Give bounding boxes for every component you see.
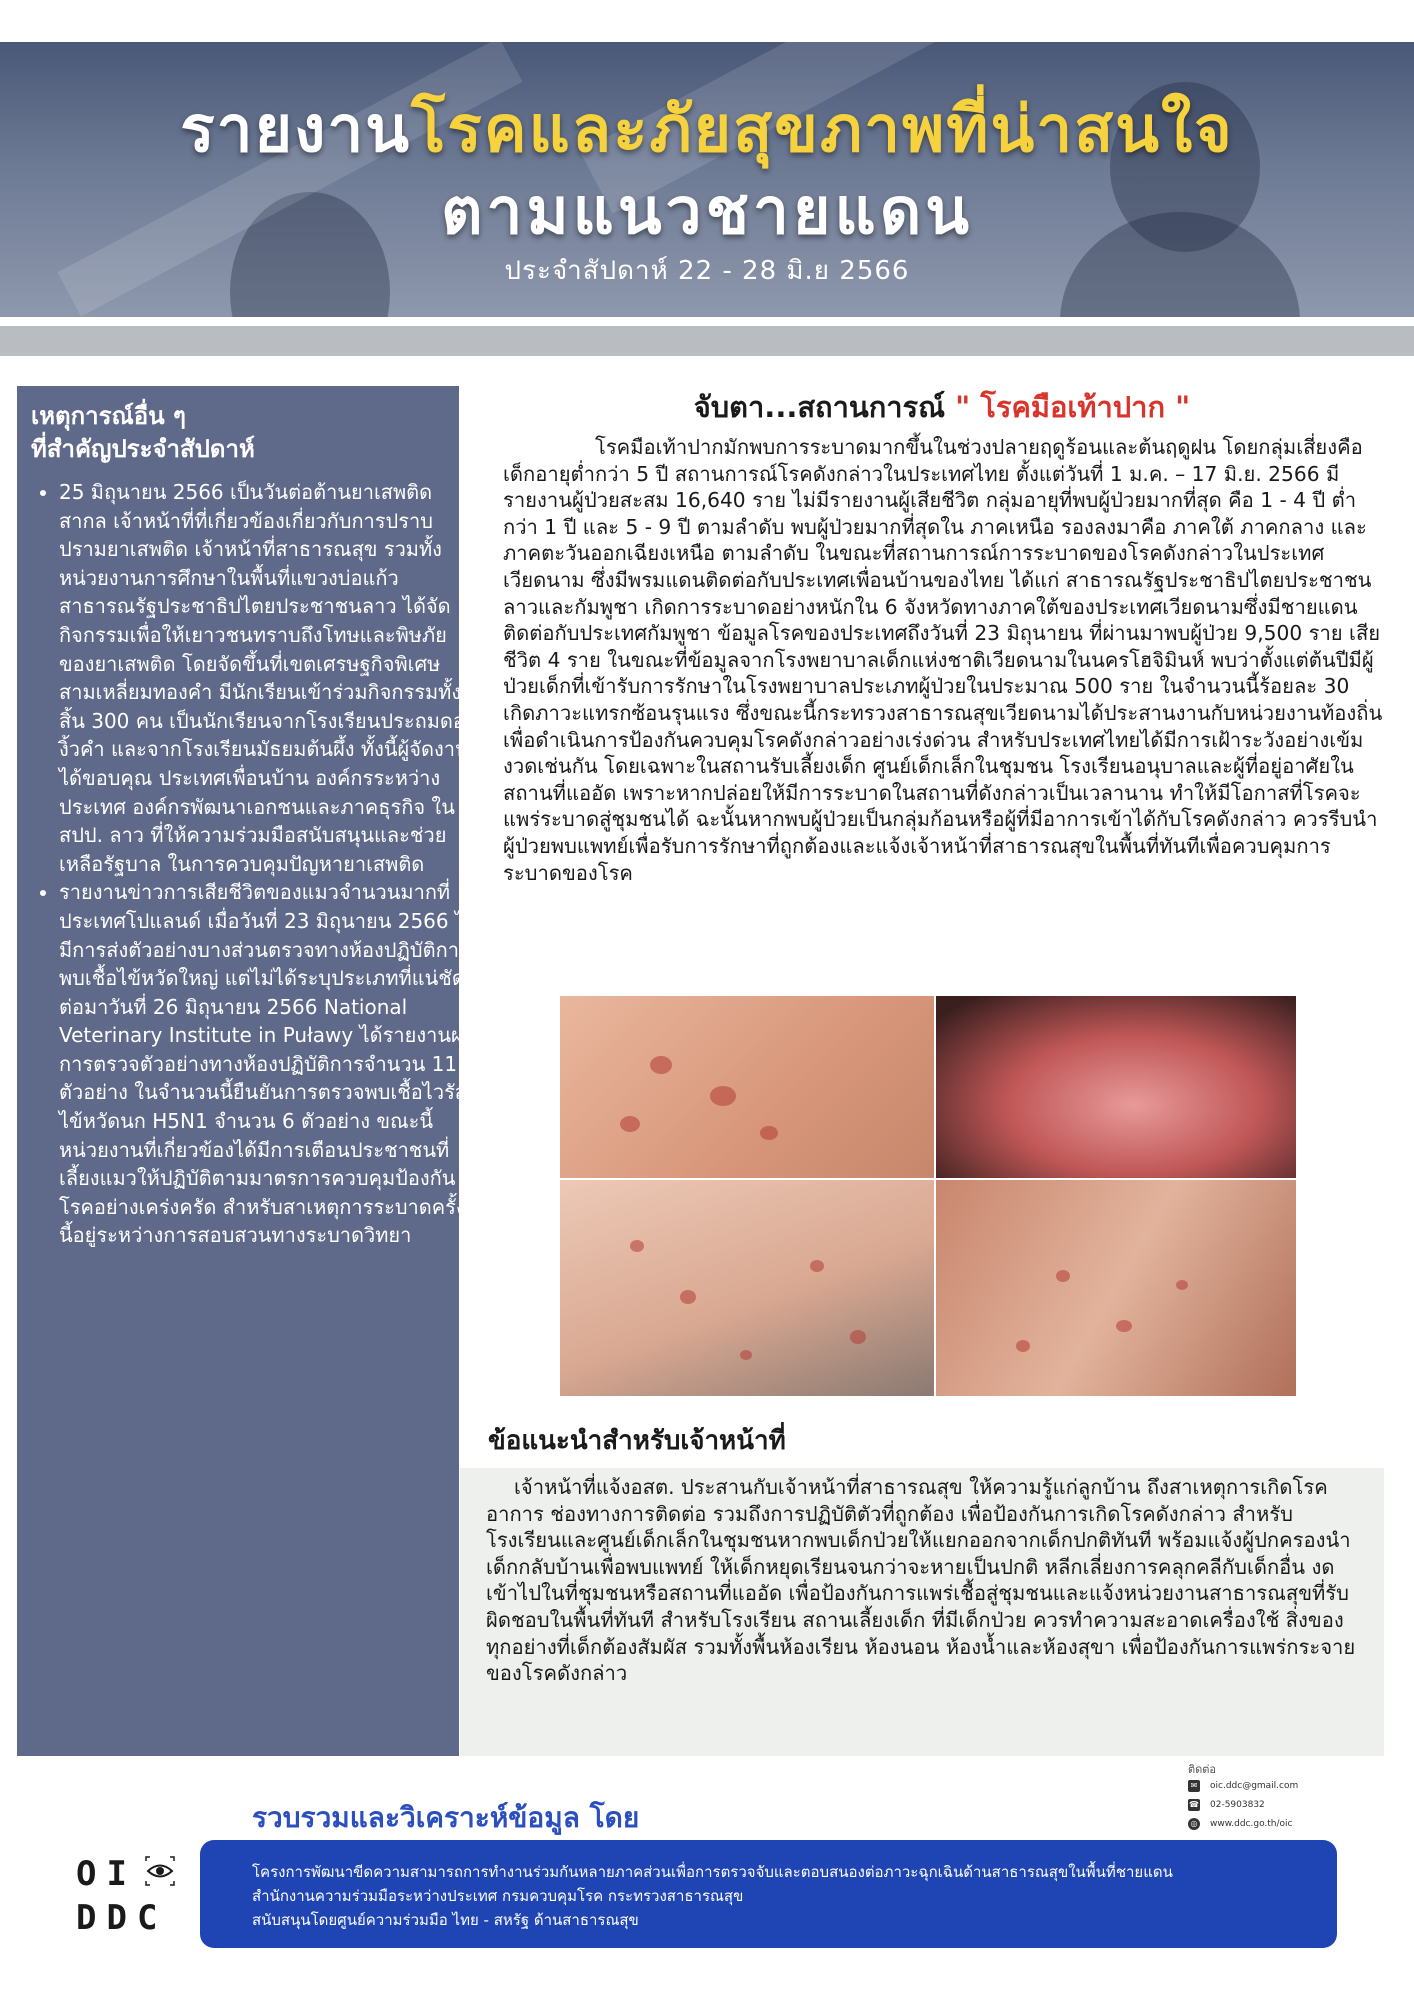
photo-hand-rash <box>936 1180 1296 1396</box>
photo-feet-rash <box>560 1180 934 1396</box>
section-title-prefix: จับตา...สถานการณ์ <box>693 390 946 424</box>
photo-mouth-rash <box>560 996 934 1178</box>
mail-icon: ✉ <box>1188 1780 1200 1792</box>
advice-text: เจ้าหน้าที่แจ้งอสต. ประสานกับเจ้าหน้าที่สาธารณสุข ให้ความรู้แก่ลูกบ้าน ถึงสาเหตุการเกิดโรค อาการ ช่องทางการติดต่อ รวมถึงการปฏิบัติตัวที่ถูกต้อง เพื่อป้องกันการเกิดโรคดังกล่าว สำหรับโรงเรียนและศูนย์เด็กเล็กในชุมชนหากพบเด็กป่วยให้แยกออกจากเด็กปกติทันที พร้อมแจ้งผู้ปกครองนำเด็กกลับบ้านเพื่อพบแพทย์ ให้เด็กหยุดเรียนจนกว่าจะหายเป็นปกติ หลีกเลี่ยงการคลุกคลีกับเด็กอื่น งดเข้าไปในที่ชุมชนหรือสถานที่แออัด เพื่อป้องกันการแพร่เชื้อสู่ชุมชนและแจ้งหน่วยงานสาธารณสุขที่รับผิดชอบในพื้นที่ทันที สำหรับโรงเรียน สถานเลี้ยงเด็ก ที่มีเด็กป่วย ควรทำความสะอาดเครื่องใช้ สิ่งของทุกอย่างที่เด็กต้องสัมผัส รวมทั้งพื้นห้องเรียน ห้องนอน ห้องน้ำและห้องสุขา เพื่อป้องกันการแพร่กระจายของโรคดังกล่าว <box>486 1475 1356 1686</box>
title-part-white: รายงาน <box>180 93 412 167</box>
contact-website <box>1188 1818 1293 1830</box>
org-line1: โครงการพัฒนาขีดความสามารถการทำงานร่วมกันหลายภาคส่วนเพื่อการตรวจจับและตอบสนองต่อภาวะฉุกเฉินด้านสาธารณสุขในพื้นที่ชายแดน <box>252 1863 1173 1881</box>
heading-line1: เหตุการณ์อื่น ๆ <box>31 402 186 430</box>
heading-line2: ที่สำคัญประจำสัปดาห์ <box>31 435 255 463</box>
eye-icon <box>145 1856 175 1886</box>
globe-icon: ◎ <box>1188 1818 1200 1830</box>
contact-email <box>1188 1780 1298 1792</box>
hfmd-photo-collage <box>560 996 1296 1396</box>
list-item: • 25 มิถุนายน 2566 เป็นวันต่อต้านยาเสพติดสากล เจ้าหน้าที่ที่เกี่ยวข้องเกี่ยวกับการปราบปรามยาเสพติด เจ้าหน้าที่สาธารณสุข รวมทั้งหน่วยงานการศึกษาในพื้นที่แขวงบ่อแก้ว สาธารณรัฐประชาธิปไตยประชาชนลาว ได้จัดกิจกรรมเพื่อให้เยาวชนทราบถึงโทษและพิษภัยของยาเสพติด โดยจัดขึ้นที่เขตเศรษฐกิจพิเศษสามเหลี่ยมทองคำ มีนักเรียนเข้าร่วมกิจกรรมทั้งสิ้น 300 คน เป็นนักเรียนจากโรงเรียนประถมดอกงิ้วคำ และจากโรงเรียนมัธยมต้นผึ้ง ทั้งนี้ผู้จัดงานได้ขอบคุณ ประเทศเพื่อนบ้าน องค์กรระหว่างประเทศ องค์กรพัฒนาเอกชนและภาคธุรกิจ ใน สปป. ลาว ที่ให้ความร่วมมือสนับสนุนและช่วยเหลือรัฐบาล ในการควบคุมปัญหายาเสพติด <box>59 478 479 878</box>
photo-tongue-lesions <box>936 996 1296 1178</box>
contact-phone <box>1188 1799 1265 1811</box>
title-part-yellow: โรคและภัยสุขภาพที่น่าสนใจ <box>411 93 1234 167</box>
contact-email-text: oic.ddc@gmail.com <box>1210 1781 1299 1791</box>
section-title <box>470 384 1414 430</box>
org-line2: สำนักงานความร่วมมือระหว่างประเทศ กรมควบคุมโรค กระทรวงสาธารณสุข <box>252 1887 744 1905</box>
phone-icon: ☎ <box>1189 1800 1199 1809</box>
header-divider-bar <box>0 326 1414 356</box>
other-events-panel <box>17 386 479 1756</box>
report-title-line2: ตามแนวชายแดน <box>440 175 974 249</box>
report-week: ประจำสัปดาห์ 22 - 28 มิ.ย 2566 <box>504 256 910 286</box>
other-events-list <box>29 478 479 1250</box>
logo-line2: DDC <box>76 1898 168 1938</box>
contact-website-text: www.ddc.go.th/oic <box>1210 1819 1293 1829</box>
list-item: • รายงานข่าวการเสียชีวิตของแมวจำนวนมากที่ประเทศโปแลนด์ เมื่อวันที่ 23 มิถุนายน 2566 ได้มีการส่งตัวอย่างบางส่วนตรวจทางห้องปฏิบัติการ พบเชื้อไข้หวัดใหญ่ แต่ไม่ได้ระบุประเภทที่แน่ชัด ต่อมาวันที่ 26 มิถุนายน 2566 National Veterinary Institute in Puławy ได้รายงานผลการตรวจตัวอย่างทางห้องปฏิบัติการจำนวน 11 ตัวอย่าง ในจำนวนนี้ยืนยันการตรวจพบเชื้อไวรัสไข้หวัดนก H5N1 จำนวน 6 ตัวอย่าง ขณะนี้หน่วยงานที่เกี่ยวข้องได้มีการเตือนประชาชนที่เลี้ยงแมวให้ปฏิบัติตามมาตรการควบคุมป้องกันโรคอย่างเคร่งครัด สำหรับสาเหตุการระบาดครั้งนี้อยู่ระหว่างการสอบสวนทางระบาดวิทยา <box>59 878 479 1250</box>
hfmd-article: โรคมือเท้าปากมักพบการระบาดมากขึ้นในช่วงปลายฤดูร้อนและต้นฤดูฝน โดยกลุ่มเสี่ยงคือเด็กอายุต่ำกว่า 5 ปี สถานการณ์โรคดังกล่าวในประเทศไทย ตั้งแต่วันที่ 1 ม.ค. – 17 มิ.ย. 2566 มีรายงานผู้ป่วยสะสม 16,640 ราย ไม่มีรายงานผู้เสียชีวิต กลุ่มอายุที่พบผู้ป่วยมากที่สุด คือ 1 - 4 ปี ต่ำกว่า 1 ปี และ 5 - 9 ปี ตามลำดับ พบผู้ป่วยมากที่สุดใน ภาคเหนือ รองลงมาคือ ภาคใต้ ภาคกลาง และภาคตะวันออกเฉียงเหนือ ตามลำดับ ในขณะที่สถานการณ์การระบาดของโรคดังกล่าวในประเทศเวียดนาม ซึ่งมีพรมแดนติดต่อกับประเทศเพื่อนบ้านของไทย ได้แก่ สาธารณรัฐประชาธิปไตยประชาชนลาวและกัมพูชา เกิดการระบาดอย่างหนักใน 6 จังหวัดทางภาคใต้ของประเทศเวียดนามซึ่งมีชายแดนติดต่อกับประเทศกัมพูชา ข้อมูลโรคของประเทศถึงวันที่ 23 มิถุนายน ที่ผ่านมาพบผู้ป่วย 9,500 ราย เสียชีวิต 4 ราย ในขณะที่ข้อมูลจากโรงพยาบาลเด็กแห่งชาติเวียดนามในนครโฮจิมินห์ พบว่าตั้งแต่ต้นปีมีผู้ป่วยเด็กที่เข้ารับการรักษาในโรงพยาบาลประเภทผู้ป่วยในประมาณ 500 ราย ในจำนวนนี้ร้อยละ 30 เกิดภาวะแทรกซ้อนรุนแรง ซึ่งขณะนี้กระทรวงสาธารณสุขเวียดนามได้ประสานงานกับหน่วยงานท้องถิ่นเพื่อดำเนินการป้องกันควบคุมโรคดังกล่าวอย่างเร่งด่วน สำหรับประเทศไทยได้มีการเฝ้าระวังอย่างเข้มงวดเช่นกัน โดยเฉพาะในสถานรับเลี้ยงเด็ก ศูนย์เด็กเล็กในชุมชน โรงเรียนอนุบาลและผู้ที่อยู่อาศัยในสถานที่แออัด เพราะหากปล่อยให้มีการระบาดในสถานที่ดังกล่าวเป็นเวลานาน ทำให้มีโอกาสที่โรคจะแพร่ระบาดสู่ชุมชนได้ ฉะนั้นหากพบผู้ป่วยเป็นกลุ่มก้อนหรือผู้ที่มีอาการเข้าได้กับโรคดังกล่าว ควรรีบนำผู้ป่วยพบแพทย์เพื่อรับการรักษาที่ถูกต้องและแจ้งเจ้าหน้าที่สาธารณสุขในพื้นที่ทันทีเพื่อควบคุมการระบาดของโรค <box>503 435 1383 885</box>
contact-phone-text: 02-5903832 <box>1210 1800 1265 1810</box>
org-line3: สนับสนุนโดยศูนย์ความร่วมมือ ไทย - สหรัฐ ด้านสาธารณสุข <box>252 1911 639 1929</box>
compiled-by-label: รวบรวมและวิเคราะห์ข้อมูล โดย <box>252 1801 640 1834</box>
section-title-disease: " โรคมือเท้าปาก " <box>945 390 1191 424</box>
advice-title: ข้อแนะนำสำหรับเจ้าหน้าที่ <box>488 1426 786 1456</box>
logo-line1: OI <box>76 1854 137 1894</box>
other-events-heading <box>31 400 451 466</box>
header-banner <box>0 42 1414 317</box>
contact-label: ติดต่อ <box>1188 1763 1217 1776</box>
organization-info-box <box>200 1840 1337 1948</box>
